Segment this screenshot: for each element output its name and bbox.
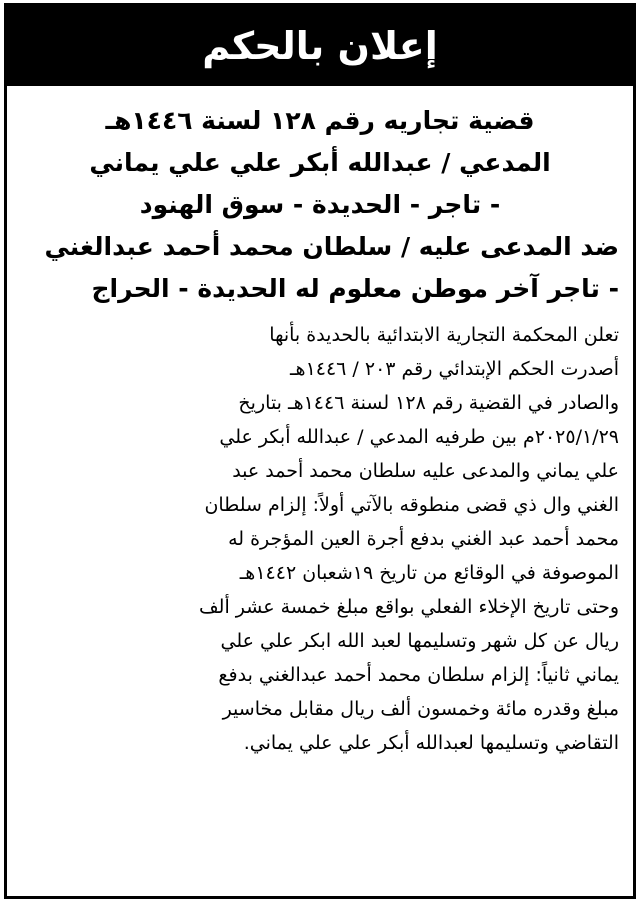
body-line: محمد أحمد عبد الغني بدفع أجرة العين المؤجرة له [228, 528, 619, 550]
body-line: الموصوفة في الوقائع من تاريخ ١٩شعبان ١٤٤٢هـ [239, 562, 619, 584]
body-line: التقاضي وتسليمها لعبدالله أبكر علي علي يماني. [243, 732, 619, 754]
body-line: وحتى تاريخ الإخلاء الفعلي بواقع مبلغ خمسة عشر ألف [199, 596, 619, 618]
body-line: يماني ثانياً: إلزام سلطان محمد أحمد عبدالغني بدفع [218, 664, 619, 686]
body-line: تعلن المحكمة التجارية الابتدائية بالحديدة بأنها [269, 324, 619, 346]
case-headline [7, 86, 633, 310]
body-line: أصدرت الحكم الإبتدائي رقم ٢٠٣ / ١٤٤٦هـ [289, 358, 619, 380]
body-line: علي يماني والمدعى عليه سلطان محمد أحمد عبد [232, 460, 619, 482]
court-notice [4, 3, 636, 899]
header-bar [7, 6, 633, 86]
plaintiff-line: المدعي / عبدالله أبكر علي علي يماني [89, 148, 551, 177]
defendant-details-line: - تاجر آخر موطن معلوم له الحديدة - الحراج [91, 274, 619, 303]
body-line: مبلغ وقدره مائة وخمسون ألف ريال مقابل مخاسير [222, 698, 619, 720]
notice-title: إعلان بالحكم [202, 24, 438, 68]
defendant-line: ضد المدعى عليه / سلطان محمد أحمد عبدالغني [44, 232, 619, 261]
plaintiff-details-line: - تاجر - الحديدة - سوق الهنود [139, 190, 501, 219]
body-line: ٢٠٢٥/١/٢٩م بين طرفيه المدعي / عبدالله أبكر علي [219, 426, 619, 448]
body-line: والصادر في القضية رقم ١٢٨ لسنة ١٤٤٦هـ بتاريخ [238, 392, 619, 414]
case-number-line: قضية تجاريه رقم ١٢٨ لسنة ١٤٤٦هـ [105, 106, 535, 135]
judgment-text [7, 310, 633, 760]
body-line: ريال عن كل شهر وتسليمها لعبد الله ابكر علي علي [220, 630, 619, 652]
body-line: الغني وال ذي قضى منطوقه بالآتي أولاً: إلزام سلطان [204, 494, 619, 516]
